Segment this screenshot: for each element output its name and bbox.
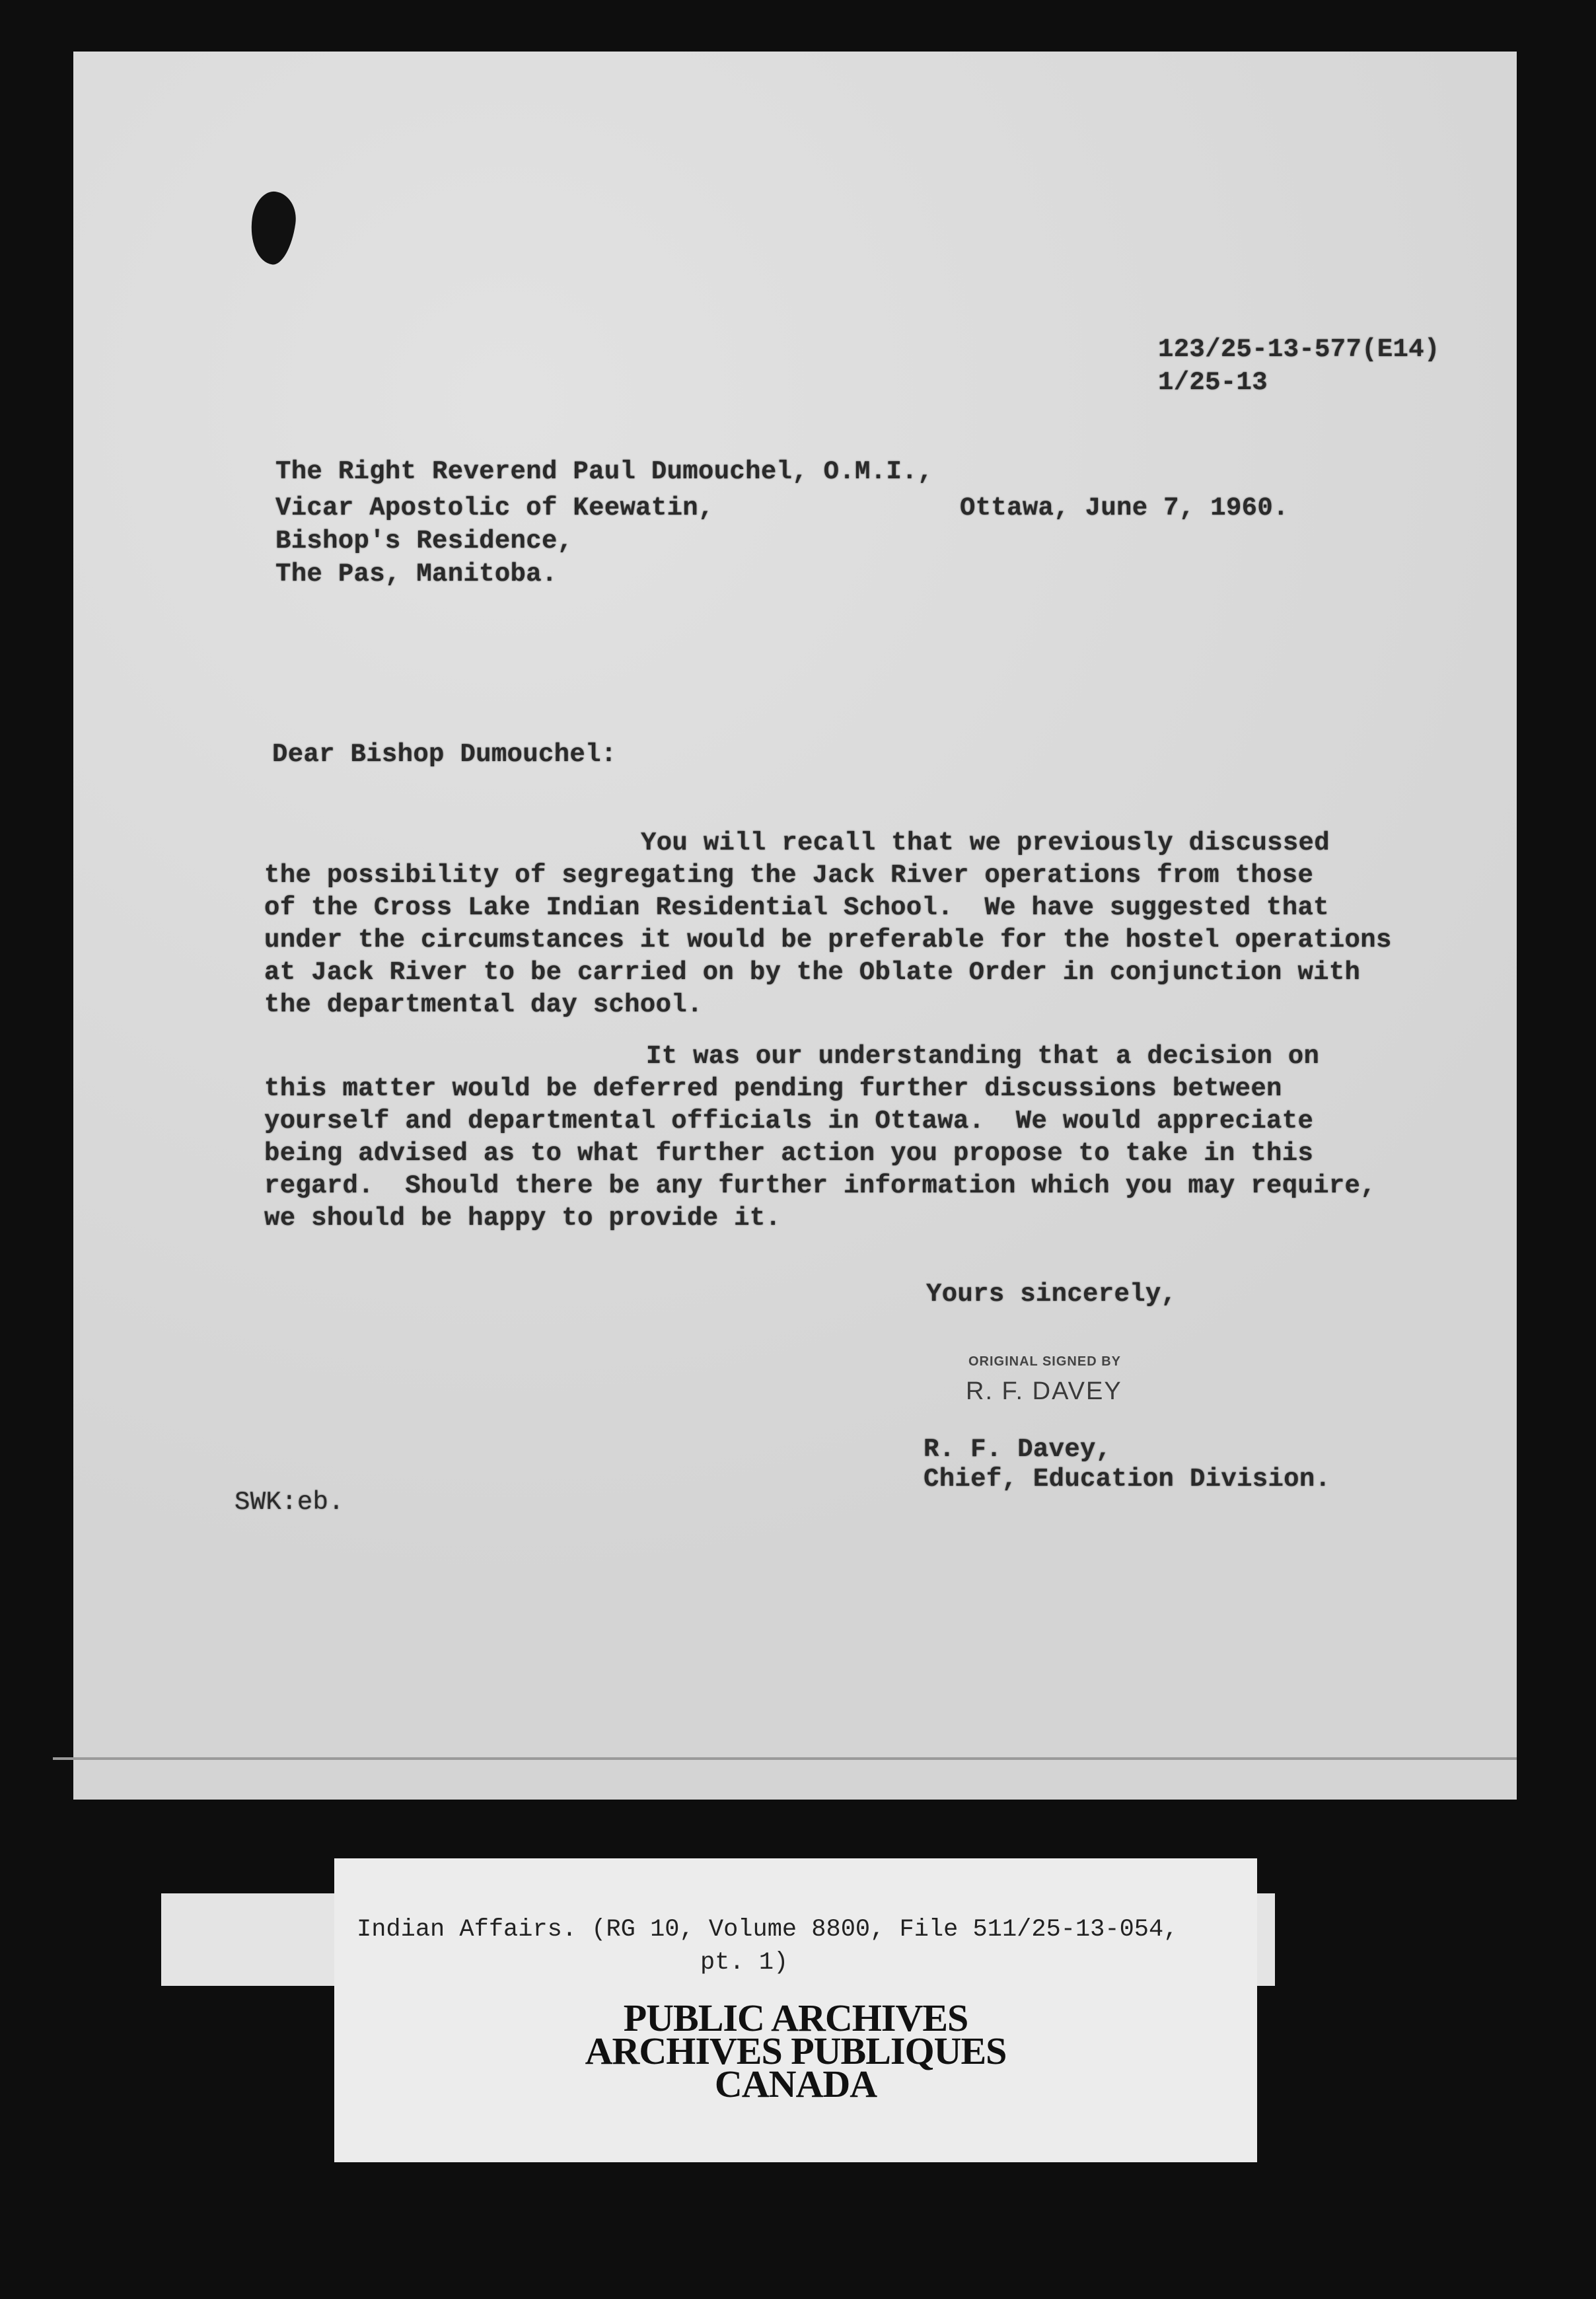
paragraph-line: at Jack River to be carried on by the Oblate Order in conjunction with <box>264 958 1361 987</box>
signer-name: R. F. Davey, <box>924 1435 1112 1464</box>
closing: Yours sincerely, <box>926 1280 1177 1309</box>
file-number: 123/25-13-577(E14) <box>1158 335 1440 364</box>
address-line: Vicar Apostolic of Keewatin, <box>275 493 714 523</box>
signature-stamp-name: R. F. DAVEY <box>966 1377 1122 1405</box>
typist-initials: SWK:eb. <box>235 1488 344 1517</box>
paragraph-line: we should be happy to provide it. <box>264 1204 781 1233</box>
paragraph-line: regard. Should there be any further information which you may require, <box>264 1171 1376 1200</box>
archive-citation: pt. 1) <box>700 1949 789 1977</box>
address-line: The Right Reverend Paul Dumouchel, O.M.I., <box>275 457 933 486</box>
paragraph-line: You will recall that we previously discussed <box>641 828 1330 858</box>
letter-date: Ottawa, June 7, 1960. <box>960 493 1289 523</box>
paragraph-line: It was our understanding that a decision on <box>646 1042 1320 1071</box>
signature-stamp-caption: ORIGINAL SIGNED BY <box>968 1354 1121 1369</box>
address-line: Bishop's Residence, <box>275 527 573 556</box>
paragraph-line: the possibility of segregating the Jack River operations from those <box>264 861 1314 890</box>
paragraph-line: yourself and departmental officials in Ottawa. We would appreciate <box>264 1107 1314 1136</box>
file-number-secondary: 1/25-13 <box>1158 368 1268 397</box>
paragraph-line: this matter would be deferred pending further discussions between <box>264 1074 1282 1103</box>
paragraph-line: under the circumstances it would be preferable for the hostel operations <box>264 926 1392 955</box>
address-line: The Pas, Manitoba. <box>275 560 558 589</box>
paragraph-line: being advised as to what further action you propose to take in this <box>264 1139 1314 1168</box>
paragraph-line: of the Cross Lake Indian Residential School. We have suggested that <box>264 893 1329 922</box>
archive-citation: Indian Affairs. (RG 10, Volume 8800, File 511/25-13-054, <box>357 1916 1179 1944</box>
page-edge-line <box>53 1757 1517 1760</box>
signer-title: Chief, Education Division. <box>924 1465 1331 1494</box>
archive-stamp-line: ARCHIVES PUBLIQUES <box>585 2029 1007 2072</box>
paragraph-line: the departmental day school. <box>264 990 703 1019</box>
archive-stamp-line: PUBLIC ARCHIVES <box>623 1996 968 2039</box>
archive-stamp-line: CANADA <box>714 2062 877 2105</box>
salutation: Dear Bishop Dumouchel: <box>272 740 617 769</box>
